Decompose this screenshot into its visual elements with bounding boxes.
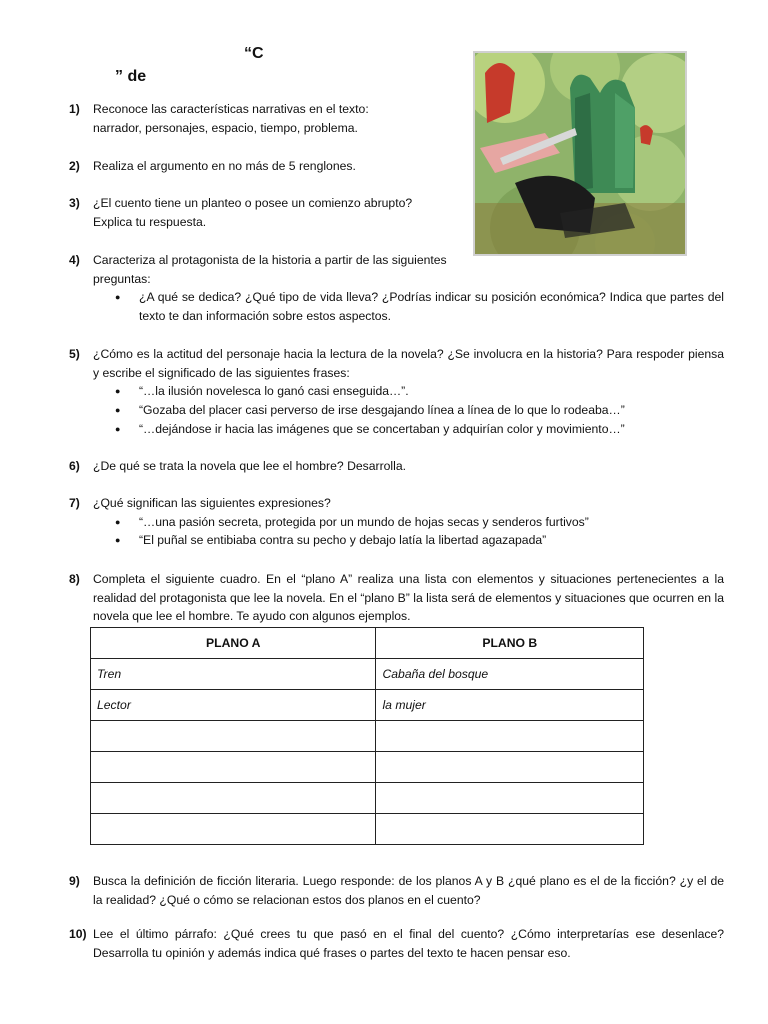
illustration-art [475, 53, 685, 254]
question-number: 6) [69, 459, 80, 473]
question-9 [69, 872, 724, 909]
table-cell[interactable] [376, 721, 644, 752]
question-number: 8) [69, 572, 80, 586]
question-number: 4) [69, 253, 80, 267]
question-number: 5) [69, 347, 80, 361]
table-cell[interactable] [91, 783, 376, 814]
table-cell[interactable]: Tren [91, 659, 376, 690]
table-row [91, 752, 644, 783]
bullet-item: ● “…la ilusión novelesca lo ganó casi enseguida…”. [115, 382, 724, 401]
question-7 [69, 494, 724, 550]
question-text: Busca la definición de ficción literaria. Luego responde: de los planos A y B ¿qué plano es el de la ficción? ¿y el de la realidad? ¿Qué o cómo se relacionan estos dos planos en el cuento? [93, 874, 724, 907]
question-number: 1) [69, 102, 80, 116]
question-8 [69, 570, 724, 626]
table-cell[interactable]: la mujer [376, 690, 644, 721]
question-number: 9) [69, 874, 80, 888]
question-10 [69, 925, 724, 962]
bullet-item: ● “…una pasión secreta, protegida por un mundo de hojas secas y senderos furtivos” [115, 513, 724, 532]
question-number: 7) [69, 496, 80, 510]
bullet-item: ● “…dejándose ir hacia las imágenes que se concertaban y adquirían color y movimiento…” [115, 420, 724, 439]
story-illustration [473, 51, 687, 256]
table-cell[interactable]: Cabaña del bosque [376, 659, 644, 690]
header-plano-a: PLANO A [91, 628, 376, 659]
question-text: ¿Cómo es la actitud del personaje hacia la lectura de la novela? ¿Se involucra en la historia? Para respoder piensa y escribe el significado de las siguientes frases: [93, 347, 724, 380]
table-row [91, 659, 644, 690]
question-text: Completa el siguiente cuadro. En el “plano A” realiza una lista con elementos y situaciones pertenecientes a la realidad del protagonista que lee la novela. En el “plano B” la lista será de elementos y situaciones que ocurren en la novela que lee el hombre. Te ayudo con algunos ejemplos. [93, 572, 724, 624]
question-6 [69, 457, 724, 476]
table-cell[interactable] [91, 752, 376, 783]
table-cell[interactable]: Lector [91, 690, 376, 721]
question-text: preguntas: [93, 271, 151, 286]
question-3 [69, 194, 469, 231]
question-text: Lee el último párrafo: ¿Qué crees tu que pasó en el final del cuento? ¿Cómo interpretarías ese desenlace? Desarrolla tu opinión y además indica qué frases o partes del texto te hacen pensar eso. [93, 927, 724, 960]
table-row [91, 690, 644, 721]
question-number: 10) [69, 927, 87, 941]
table-row [91, 814, 644, 845]
question-4 [69, 251, 724, 326]
header-plano-b: PLANO B [376, 628, 644, 659]
table-cell[interactable] [376, 783, 644, 814]
title-line-2: ” de [115, 68, 147, 85]
table-cell[interactable] [91, 721, 376, 752]
table-cell[interactable] [376, 752, 644, 783]
table-row [91, 721, 644, 752]
title-line-1: “C [244, 45, 264, 62]
table-header-row [91, 628, 644, 659]
bullet-item: ● “El puñal se entibiaba contra su pecho y debajo latía la libertad agazapada” [115, 531, 724, 550]
bullet-item: ● ¿A qué se dedica? ¿Qué tipo de vida lleva? ¿Podrías indicar su posición económica? Indica que partes del texto te dan información sobre estos aspectos. [115, 288, 724, 325]
table-cell[interactable] [376, 814, 644, 845]
question-2 [69, 157, 469, 176]
question-number: 2) [69, 159, 80, 173]
question-text: Realiza el argumento en no más de 5 renglones. [93, 159, 356, 173]
table-row [91, 783, 644, 814]
question-text: ¿El cuento tiene un planteo o posee un comienzo abrupto? [93, 196, 413, 210]
question-1 [69, 100, 469, 137]
bullet-item: ● “Gozaba del placer casi perverso de irse desgajando línea a línea de lo que lo rodeaba…” [115, 401, 724, 420]
question-5 [69, 345, 724, 439]
question-number: 3) [69, 196, 80, 210]
question-text: ¿De qué se trata la novela que lee el hombre? Desarrolla. [93, 459, 406, 473]
planes-table [90, 627, 644, 845]
table-cell[interactable] [91, 814, 376, 845]
question-text: ¿Qué significan las siguientes expresiones? [93, 496, 331, 510]
question-text: Explica tu respuesta. [93, 214, 207, 229]
question-text: narrador, personajes, espacio, tiempo, problema. [93, 120, 358, 135]
question-text: Reconoce las características narrativas en el texto: [93, 102, 369, 116]
question-text: Caracteriza al protagonista de la historia a partir de las siguientes [93, 253, 447, 267]
